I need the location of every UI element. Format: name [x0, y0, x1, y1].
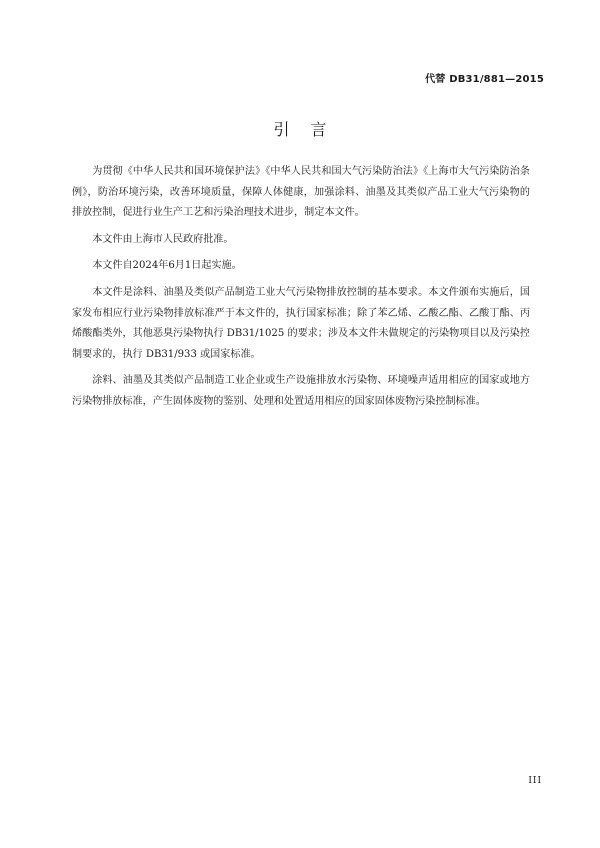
document-body [72, 162, 530, 419]
paragraph-effective-date: 本文件自2024年6月1日起实施。 [92, 260, 242, 272]
page-title: 引 言 [273, 120, 335, 139]
paragraph-approval: 本文件由上海市人民政府批准。 [92, 233, 234, 245]
document-code: 代替 DB31/881—2015 [425, 74, 544, 85]
page-number: III [528, 776, 542, 786]
paragraph-other-standards: 涂料、油墨及其类似产品制造工业企业或生产设施排放水污染物、环境噪声适用相应的国家或地方污染物排放标准，产生固体废物的鉴别、处理和处置适用相应的国家固体废物污染控制标准。 [72, 375, 530, 407]
paragraph-scope: 本文件是涂料、油墨及类似产品制造工业大气污染物排放控制的基本要求。本文件颁布实施后，国家发布相应行业污染物排放标准严于本文件的，执行国家标准；除了苯乙烯、乙酸乙酯、乙酸丁酯、丙烯酸酯类外，其他恶臭污染物执行 DB31/1025 的要求；涉及本文件未做规定的污染物项目以及污染控制要求的，执行 DB31/933 或国家标准。 [72, 286, 530, 360]
paragraph-purpose: 为贯彻《中华人民共和国环境保护法》《中华人民共和国大气污染防治法》《上海市大气污染防治条例》，防治环境污染，改善环境质量，保障人体健康，加强涂料、油墨及其类似产品工业大气污染物的排放控制，促进行业生产工艺和污染治理技术进步，制定本文件。 [72, 166, 530, 219]
